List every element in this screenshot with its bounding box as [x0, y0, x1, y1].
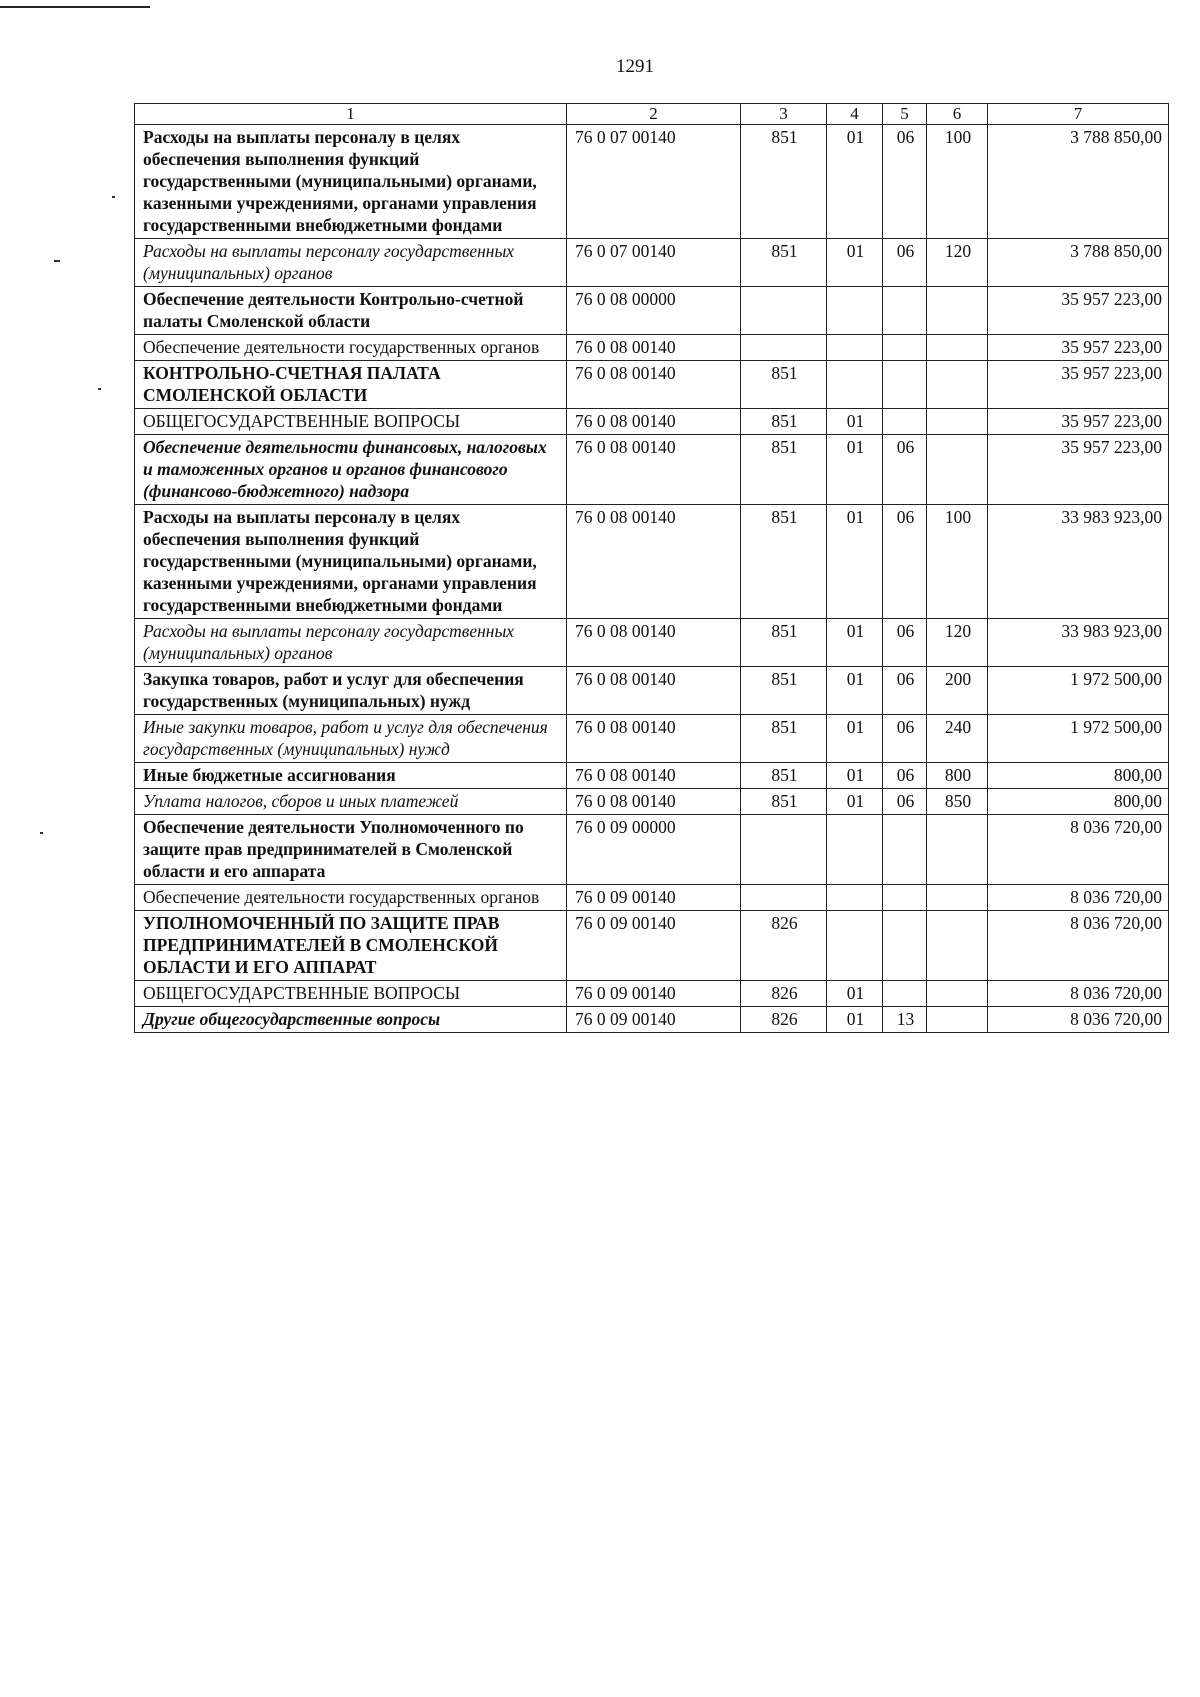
page-number: 1291 [616, 56, 654, 77]
row-section-cell [827, 361, 883, 409]
row-code-cell: 76 0 09 00140 [567, 981, 741, 1007]
row-grbs-cell: 826 [741, 1007, 827, 1033]
row-expense-type-cell [927, 435, 988, 505]
row-code-cell: 76 0 08 00140 [567, 715, 741, 763]
row-code-cell: 76 0 08 00140 [567, 667, 741, 715]
row-grbs-cell: 851 [741, 435, 827, 505]
row-code-cell: 76 0 08 00140 [567, 361, 741, 409]
row-expense-type-cell [927, 885, 988, 911]
row-amount-cell: 35 957 223,00 [988, 335, 1169, 361]
row-grbs-cell: 851 [741, 763, 827, 789]
row-subsection-cell: 06 [883, 435, 927, 505]
row-grbs-cell: 851 [741, 505, 827, 619]
row-name-cell: Обеспечение деятельности государственных органов [135, 885, 567, 911]
row-section-cell: 01 [827, 667, 883, 715]
table-row [135, 409, 1169, 435]
row-amount-cell: 8 036 720,00 [988, 1007, 1169, 1033]
row-subsection-cell [883, 981, 927, 1007]
row-code-cell: 76 0 08 00140 [567, 409, 741, 435]
row-grbs-cell [741, 287, 827, 335]
table-row [135, 435, 1169, 505]
row-amount-cell: 800,00 [988, 763, 1169, 789]
table-row [135, 125, 1169, 239]
row-subsection-cell [883, 361, 927, 409]
row-section-cell [827, 885, 883, 911]
row-code-cell: 76 0 08 00140 [567, 335, 741, 361]
row-code-cell: 76 0 08 00140 [567, 505, 741, 619]
row-expense-type-cell [927, 981, 988, 1007]
row-section-cell [827, 335, 883, 361]
row-expense-type-cell: 850 [927, 789, 988, 815]
row-section-cell [827, 815, 883, 885]
row-grbs-cell: 851 [741, 667, 827, 715]
row-amount-cell: 33 983 923,00 [988, 505, 1169, 619]
row-grbs-cell: 851 [741, 715, 827, 763]
row-name-cell: ОБЩЕГОСУДАРСТВЕННЫЕ ВОПРОСЫ [135, 981, 567, 1007]
row-subsection-cell: 06 [883, 239, 927, 287]
scan-speck [54, 260, 60, 262]
row-name-cell: Расходы на выплаты персоналу в целях обеспечения выполнения функций государственными (муниципальными) органами, казенными учреждениями, органами управления государственными внебюджетными фондами [135, 125, 567, 239]
row-section-cell: 01 [827, 409, 883, 435]
row-code-cell: 76 0 09 00140 [567, 885, 741, 911]
row-expense-type-cell: 800 [927, 763, 988, 789]
row-grbs-cell [741, 885, 827, 911]
row-expense-type-cell [927, 1007, 988, 1033]
row-section-cell [827, 287, 883, 335]
row-name-cell: Обеспечение деятельности государственных органов [135, 335, 567, 361]
row-expense-type-cell [927, 815, 988, 885]
row-grbs-cell: 826 [741, 981, 827, 1007]
row-amount-cell: 3 788 850,00 [988, 239, 1169, 287]
row-section-cell: 01 [827, 125, 883, 239]
row-code-cell: 76 0 08 00000 [567, 287, 741, 335]
row-code-cell: 76 0 09 00000 [567, 815, 741, 885]
row-name-cell: Закупка товаров, работ и услуг для обеспечения государственных (муниципальных) нужд [135, 667, 567, 715]
row-grbs-cell: 851 [741, 789, 827, 815]
header-cell-col1: 1 [135, 104, 567, 125]
row-name-cell: КОНТРОЛЬНО-СЧЕТНАЯ ПАЛАТА СМОЛЕНСКОЙ ОБЛАСТИ [135, 361, 567, 409]
row-name-cell: ОБЩЕГОСУДАРСТВЕННЫЕ ВОПРОСЫ [135, 409, 567, 435]
table-row [135, 789, 1169, 815]
row-grbs-cell: 851 [741, 361, 827, 409]
row-amount-cell: 8 036 720,00 [988, 981, 1169, 1007]
row-amount-cell: 800,00 [988, 789, 1169, 815]
scan-speck [40, 832, 43, 834]
scan-speck [112, 196, 115, 198]
row-subsection-cell [883, 815, 927, 885]
row-amount-cell: 8 036 720,00 [988, 885, 1169, 911]
table-header-row [135, 104, 1169, 125]
row-grbs-cell: 851 [741, 125, 827, 239]
row-name-cell: Обеспечение деятельности Контрольно-счетной палаты Смоленской области [135, 287, 567, 335]
scan-corner-mark [0, 0, 150, 8]
budget-table [134, 103, 1169, 1033]
table-row [135, 1007, 1169, 1033]
row-subsection-cell: 06 [883, 619, 927, 667]
table-row [135, 815, 1169, 885]
row-expense-type-cell: 200 [927, 667, 988, 715]
row-section-cell [827, 911, 883, 981]
row-section-cell: 01 [827, 239, 883, 287]
row-subsection-cell: 06 [883, 715, 927, 763]
row-amount-cell: 35 957 223,00 [988, 287, 1169, 335]
row-section-cell: 01 [827, 715, 883, 763]
row-grbs-cell: 851 [741, 409, 827, 435]
row-section-cell: 01 [827, 1007, 883, 1033]
row-code-cell: 76 0 08 00140 [567, 763, 741, 789]
row-subsection-cell [883, 335, 927, 361]
row-code-cell: 76 0 08 00140 [567, 435, 741, 505]
row-subsection-cell: 06 [883, 125, 927, 239]
table-row [135, 911, 1169, 981]
header-cell-col6: 6 [927, 104, 988, 125]
row-section-cell: 01 [827, 763, 883, 789]
row-amount-cell: 8 036 720,00 [988, 911, 1169, 981]
row-section-cell: 01 [827, 619, 883, 667]
header-cell-col5: 5 [883, 104, 927, 125]
row-code-cell: 76 0 07 00140 [567, 239, 741, 287]
row-name-cell: Другие общегосударственные вопросы [135, 1007, 567, 1033]
row-name-cell: Уплата налогов, сборов и иных платежей [135, 789, 567, 815]
row-grbs-cell [741, 815, 827, 885]
table-row [135, 619, 1169, 667]
row-expense-type-cell: 100 [927, 125, 988, 239]
row-subsection-cell [883, 911, 927, 981]
row-name-cell: Иные закупки товаров, работ и услуг для обеспечения государственных (муниципальных) нужд [135, 715, 567, 763]
table-row [135, 361, 1169, 409]
table-row [135, 505, 1169, 619]
row-subsection-cell: 06 [883, 763, 927, 789]
row-name-cell: Расходы на выплаты персоналу государственных (муниципальных) органов [135, 619, 567, 667]
row-amount-cell: 1 972 500,00 [988, 715, 1169, 763]
row-expense-type-cell [927, 335, 988, 361]
header-cell-col2: 2 [567, 104, 741, 125]
row-code-cell: 76 0 07 00140 [567, 125, 741, 239]
table-row [135, 885, 1169, 911]
row-amount-cell: 3 788 850,00 [988, 125, 1169, 239]
row-code-cell: 76 0 08 00140 [567, 619, 741, 667]
row-section-cell: 01 [827, 435, 883, 505]
table-row [135, 239, 1169, 287]
row-subsection-cell: 06 [883, 789, 927, 815]
row-name-cell: Иные бюджетные ассигнования [135, 763, 567, 789]
row-section-cell: 01 [827, 505, 883, 619]
table-row [135, 335, 1169, 361]
row-subsection-cell: 06 [883, 505, 927, 619]
row-name-cell: Расходы на выплаты персоналу государственных (муниципальных) органов [135, 239, 567, 287]
header-cell-col3: 3 [741, 104, 827, 125]
row-grbs-cell: 826 [741, 911, 827, 981]
row-amount-cell: 1 972 500,00 [988, 667, 1169, 715]
row-name-cell: Обеспечение деятельности финансовых, налоговых и таможенных органов и органов финансового (финансово-бюджетного) надзора [135, 435, 567, 505]
row-amount-cell: 35 957 223,00 [988, 435, 1169, 505]
row-code-cell: 76 0 09 00140 [567, 1007, 741, 1033]
row-name-cell: УПОЛНОМОЧЕННЫЙ ПО ЗАЩИТЕ ПРАВ ПРЕДПРИНИМАТЕЛЕЙ В СМОЛЕНСКОЙ ОБЛАСТИ И ЕГО АППАРАТ [135, 911, 567, 981]
table-row [135, 763, 1169, 789]
row-section-cell: 01 [827, 981, 883, 1007]
row-amount-cell: 8 036 720,00 [988, 815, 1169, 885]
row-amount-cell: 35 957 223,00 [988, 409, 1169, 435]
row-name-cell: Расходы на выплаты персоналу в целях обеспечения выполнения функций государственными (муниципальными) органами, казенными учреждениями, органами управления государственными внебюджетными фондами [135, 505, 567, 619]
row-name-cell: Обеспечение деятельности Уполномоченного по защите прав предпринимателей в Смоленской области и его аппарата [135, 815, 567, 885]
row-code-cell: 76 0 09 00140 [567, 911, 741, 981]
row-expense-type-cell [927, 409, 988, 435]
row-expense-type-cell: 100 [927, 505, 988, 619]
row-subsection-cell [883, 885, 927, 911]
row-grbs-cell: 851 [741, 619, 827, 667]
table-row [135, 287, 1169, 335]
row-expense-type-cell: 120 [927, 619, 988, 667]
header-cell-col4: 4 [827, 104, 883, 125]
row-expense-type-cell [927, 361, 988, 409]
header-cell-col7: 7 [988, 104, 1169, 125]
row-subsection-cell: 06 [883, 667, 927, 715]
row-grbs-cell [741, 335, 827, 361]
row-section-cell: 01 [827, 789, 883, 815]
row-grbs-cell: 851 [741, 239, 827, 287]
table-row [135, 715, 1169, 763]
row-amount-cell: 35 957 223,00 [988, 361, 1169, 409]
scan-speck [98, 388, 101, 390]
row-subsection-cell: 13 [883, 1007, 927, 1033]
row-code-cell: 76 0 08 00140 [567, 789, 741, 815]
row-expense-type-cell: 240 [927, 715, 988, 763]
table-row [135, 981, 1169, 1007]
row-expense-type-cell [927, 911, 988, 981]
row-expense-type-cell: 120 [927, 239, 988, 287]
row-subsection-cell [883, 287, 927, 335]
row-subsection-cell [883, 409, 927, 435]
row-amount-cell: 33 983 923,00 [988, 619, 1169, 667]
row-expense-type-cell [927, 287, 988, 335]
table-row [135, 667, 1169, 715]
